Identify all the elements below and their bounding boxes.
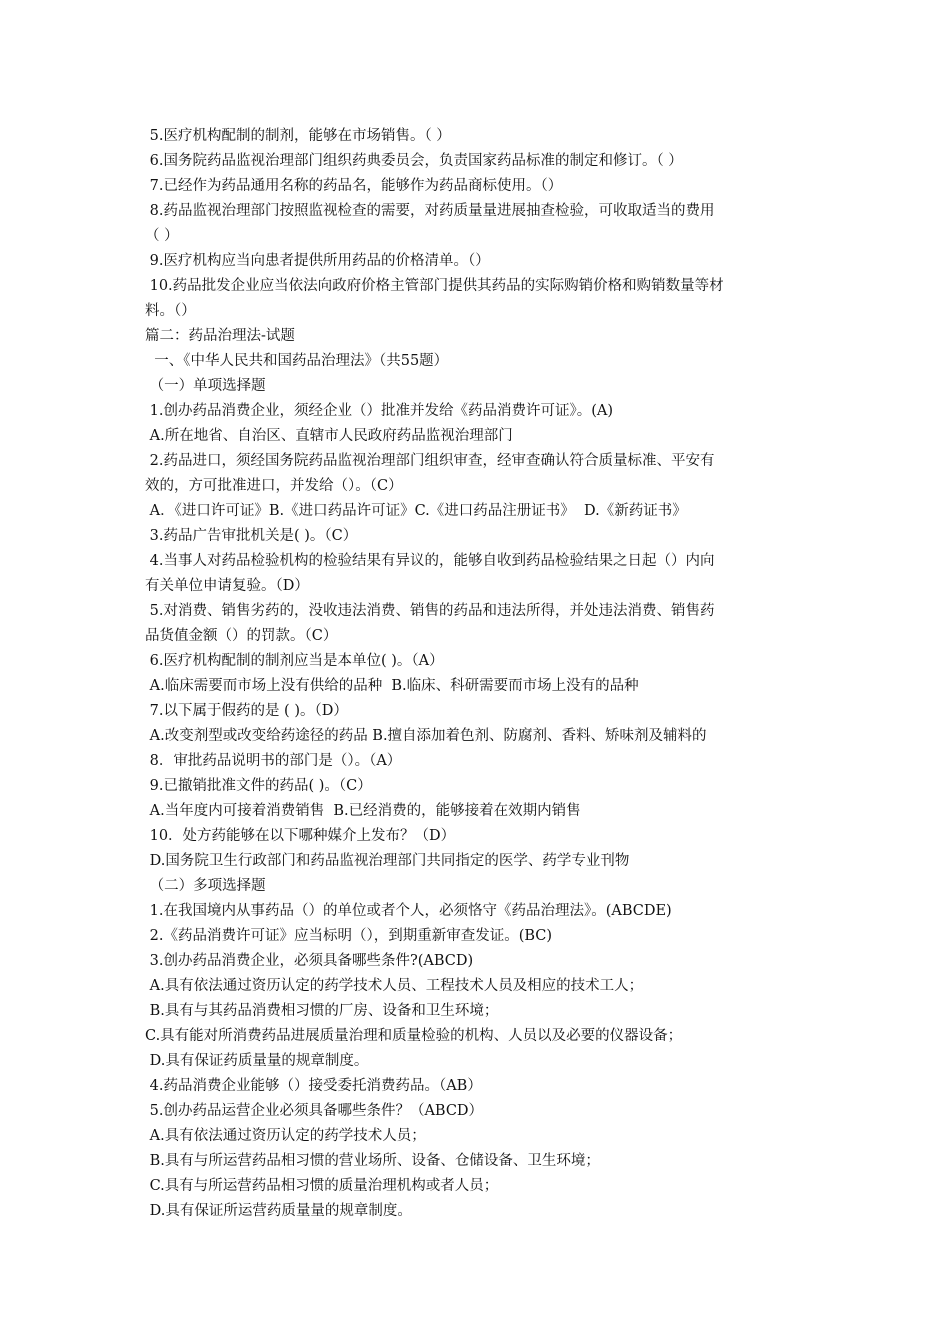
text-line: 篇二：药品治理法-试题 xyxy=(145,328,295,344)
text-line: 品货值金额（）的罚款。（C） xyxy=(145,628,338,644)
text-line: 1.在我国境内从事药品（）的单位或者个人，必须恪守《药品治理法》。(ABCDE) xyxy=(145,903,672,919)
text-line: 9.已撤销批准文件的药品( )。（C） xyxy=(145,778,372,794)
text-line: 5.对消费、销售劣药的，没收违法消费、销售的药品和违法所得，并处违法消费、销售药 xyxy=(145,603,715,619)
text-line: 1.创办药品消费企业，须经企业（）批准并发给《药品消费许可证》。(A) xyxy=(145,403,613,419)
text-line: 2.《药品消费许可证》应当标明（），到期重新审查发证。(BC) xyxy=(145,928,553,944)
text-line: D.国务院卫生行政部门和药品监视治理部门共同指定的医学、药学专业刊物 xyxy=(145,853,630,869)
text-line: A.所在地省、自治区、直辖市人民政府药品监视治理部门 xyxy=(145,428,513,444)
text-line: 有关单位申请复验。（D） xyxy=(145,578,309,594)
text-line: A.临床需要而市场上没有供给的品种 B.临床、科研需要而市场上没有的品种 xyxy=(145,678,639,694)
text-line: 5.创办药品运营企业必须具备哪些条件？（ABCD） xyxy=(145,1103,484,1119)
text-line: C.具有与所运营药品相习惯的质量治理机构或者人员； xyxy=(145,1178,499,1194)
text-line: B.具有与所运营药品相习惯的营业场所、设备、仓储设备、卫生环境； xyxy=(145,1153,600,1169)
text-line: （二）多项选择题 xyxy=(145,878,266,894)
text-line: （一）单项选择题 xyxy=(145,378,266,394)
text-line: 10.药品批发企业应当依法向政府价格主管部门提供其药品的实际购销价格和购销数量等材 xyxy=(145,278,724,294)
text-line: 3.药品广告审批机关是( )。（C） xyxy=(145,528,358,544)
text-line: 3.创办药品消费企业，必须具备哪些条件?(ABCD) xyxy=(145,953,474,969)
text-line: 7.已经作为药品通用名称的药品名，能够作为药品商标使用。（） xyxy=(145,178,563,194)
text-line: A.具有依法通过资历认定的药学技术人员、工程技术人员及相应的技术工人； xyxy=(145,978,644,994)
text-line: 6.国务院药品监视治理部门组织药典委员会，负责国家药品标准的制定和修订。（ ） xyxy=(145,153,683,169)
text-line: 4.当事人对药品检验机构的检验结果有异议的，能够自收到药品检验结果之日起（）内向 xyxy=(145,553,715,569)
text-line: 7.以下属于假药的是 ( )。（D） xyxy=(145,703,348,719)
text-line: 8．审批药品说明书的部门是（）。（A） xyxy=(145,753,402,769)
text-line: 8.药品监视治理部门按照监视检查的需要，对药质量量进展抽查检验，可收取适当的费用 xyxy=(145,203,715,219)
text-line: （ ） xyxy=(145,228,179,244)
text-line: A.当年度内可接着消费销售 B.已经消费的，能够接着在效期内销售 xyxy=(145,803,581,819)
text-line: A.改变剂型或改变给药途径的药品 B.擅自添加着色剂、防腐剂、香料、矫味剂及辅料的 xyxy=(145,728,707,744)
text-line: 一、《中华人民共和国药品治理法》（共55题） xyxy=(145,353,449,369)
text-line: 料。（） xyxy=(145,303,196,319)
text-line: A.具有依法通过资历认定的药学技术人员； xyxy=(145,1128,426,1144)
text-line: D.具有保证所运营药质量量的规章制度。 xyxy=(145,1203,412,1219)
text-line: 10．处方药能够在以下哪种媒介上发布？（D） xyxy=(145,828,456,844)
text-line: 2.药品进口，须经国务院药品监视治理部门组织审查，经审查确认符合质量标准、平安有 xyxy=(145,453,715,469)
text-line: 5.医疗机构配制的制剂，能够在市场销售。（ ） xyxy=(145,128,451,144)
text-line: 效的，方可批准进口，并发给（）。（C） xyxy=(145,478,403,494)
text-line: 9.医疗机构应当向患者提供所用药品的价格清单。（） xyxy=(145,253,490,269)
text-line: C.具有能对所消费药品进展质量治理和质量检验的机构、人员以及必要的仪器设备； xyxy=(145,1028,683,1044)
text-line: 4.药品消费企业能够（）接受委托消费药品。（AB） xyxy=(145,1078,482,1094)
text-line: B.具有与其药品消费相习惯的厂房、设备和卫生环境； xyxy=(145,1003,499,1019)
text-line: D.具有保证药质量量的规章制度。 xyxy=(145,1053,369,1069)
text-line: A．《进口许可证》B.《进口药品许可证》C.《进口药品注册证书》 D.《新药证书》 xyxy=(145,503,687,519)
document-body xyxy=(145,124,810,1224)
text-line: 6.医疗机构配制的制剂应当是本单位( )。（A） xyxy=(145,653,444,669)
